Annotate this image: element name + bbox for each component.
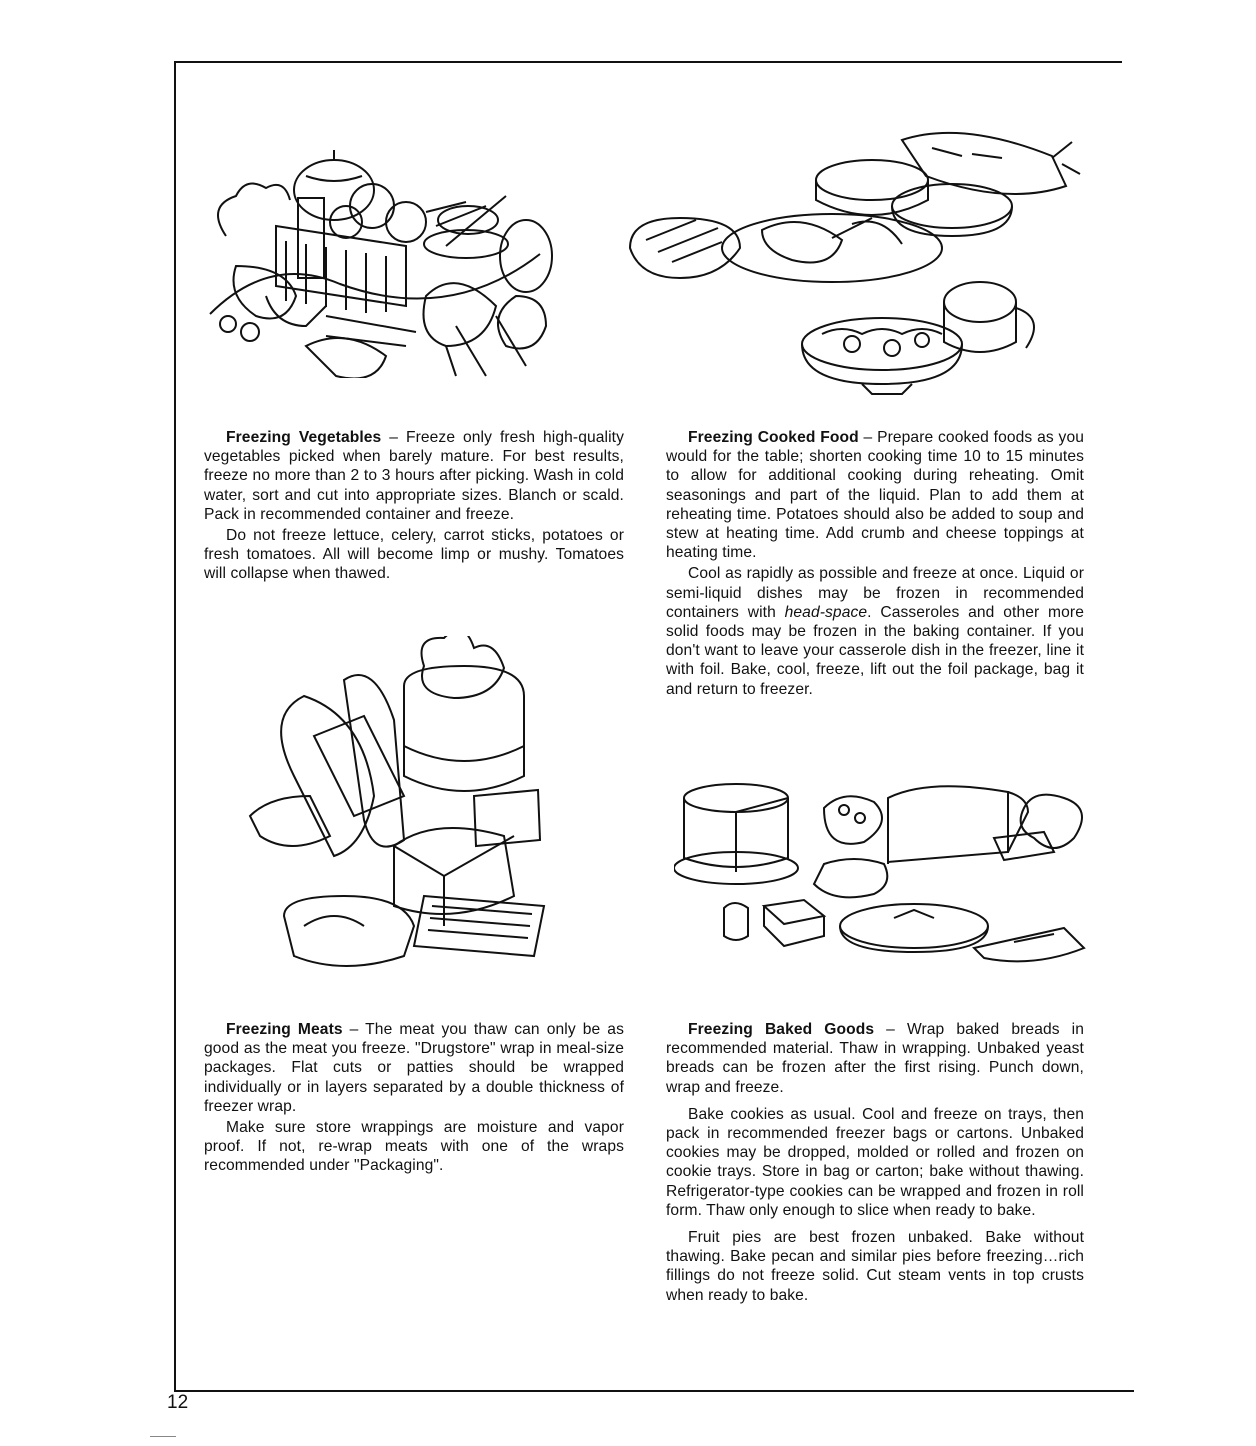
baked-paragraph-1 xyxy=(666,1020,1084,1097)
cooked-p2-end: . Casseroles and other more solid foods may be frozen in the baking container. If you don't want to leave your casserole dish in the freezer, line it with foil. Bake, cool, freeze, lift out the foil package, bag it and return to freezer. xyxy=(666,603,1084,698)
baked-paragraph-3: Fruit pies are best frozen unbaked. Bake without thawing. Bake pecan and similar pies before freezing…rich fillings do not freeze solid. Cut steam vents in top crusts when ready to bake. xyxy=(666,1229,1084,1304)
bottom-rule xyxy=(174,1390,1134,1392)
heading-dash: – xyxy=(381,429,406,446)
footer-mark xyxy=(150,1436,176,1437)
cooked-food-illustration xyxy=(622,128,1084,396)
vegetables-illustration xyxy=(206,146,578,378)
section-freezing-vegetables xyxy=(204,428,624,584)
cooked-paragraph-2 xyxy=(666,564,1084,698)
vegetables-paragraph-1 xyxy=(204,428,624,524)
page-number: 12 xyxy=(167,1392,189,1413)
section-freezing-cooked-food xyxy=(666,428,1084,699)
cooked-p1-text: Prepare cooked foods as you would for the table; shorten cooking time 10 to 15 minutes to allow for additional cooking during reheating. Omit seasonings and part of the liquid. Plan to add them at reheating time. Potatoes should also be added to soup and stew at heating time. Add crumb and cheese toppings at heating time. xyxy=(666,429,1084,562)
baked-p1-text: Wrap baked breads in recommended material. Thaw in wrapping. Unbaked yeast breads can be frozen after the first rising. Punch down, wrap and freeze. xyxy=(666,1021,1084,1096)
meats-illustration xyxy=(244,636,552,982)
cooked-paragraph-1 xyxy=(666,428,1084,562)
top-rule xyxy=(174,61,1122,63)
vegetables-heading: Freezing Vegetables xyxy=(226,429,382,446)
vegetables-paragraph-2: Do not freeze lettuce, celery, carrot sticks, potatoes or fresh tomatoes. All will become limp or mushy. Tomatoes will collapse when thawed. xyxy=(204,527,624,583)
meats-p1-text: The meat you thaw can only be as good as the meat you freeze. "Drugstore" wrap in meal-size packages. Flat cuts or patties should be wrapped individually or in layers separated by a double thickness of freezer wrap. xyxy=(204,1021,624,1115)
section-freezing-meats xyxy=(204,1020,624,1176)
section-freezing-baked-goods xyxy=(666,1020,1084,1305)
meats-paragraph-1 xyxy=(204,1020,624,1116)
baked-goods-illustration xyxy=(674,778,1096,982)
heading-dash: – xyxy=(858,429,878,446)
meats-heading: Freezing Meats xyxy=(226,1021,343,1038)
cooked-heading: Freezing Cooked Food xyxy=(688,429,859,446)
meats-paragraph-2: Make sure store wrappings are moisture and vapor proof. If not, re-wrap meats with one of the wraps recommended under "Packaging". xyxy=(204,1119,624,1175)
head-space-term: head-space xyxy=(784,603,868,621)
heading-dash: – xyxy=(342,1021,366,1038)
heading-dash: – xyxy=(874,1021,907,1038)
left-rule xyxy=(174,61,176,1391)
cooked-p2-start: Cool as rapidly as possible and freeze at once. Liquid or semi-liquid dishes may be frozen in recommended containers with xyxy=(666,565,1084,621)
vegetables-p1-text: Freeze only fresh high-quality vegetables picked when barely mature. For best results, freeze no more than 2 to 3 hours after picking. Wash in cold water, sort and cut into appropriate sizes. Blanch or scald. Pack in recommended container and freeze. xyxy=(204,429,624,523)
baked-heading: Freezing Baked Goods xyxy=(688,1021,875,1038)
baked-paragraph-2: Bake cookies as usual. Cool and freeze on trays, then pack in recommended freezer bags or cartons. Unbaked cookies may be dropped, molded or rolled and frozen on cookie trays. Store in bag or carton; bake without thawing. Refrigerator-type cookies can be wrapped and frozen in roll form. Thaw only enough to slice when ready to bake. xyxy=(666,1105,1084,1219)
